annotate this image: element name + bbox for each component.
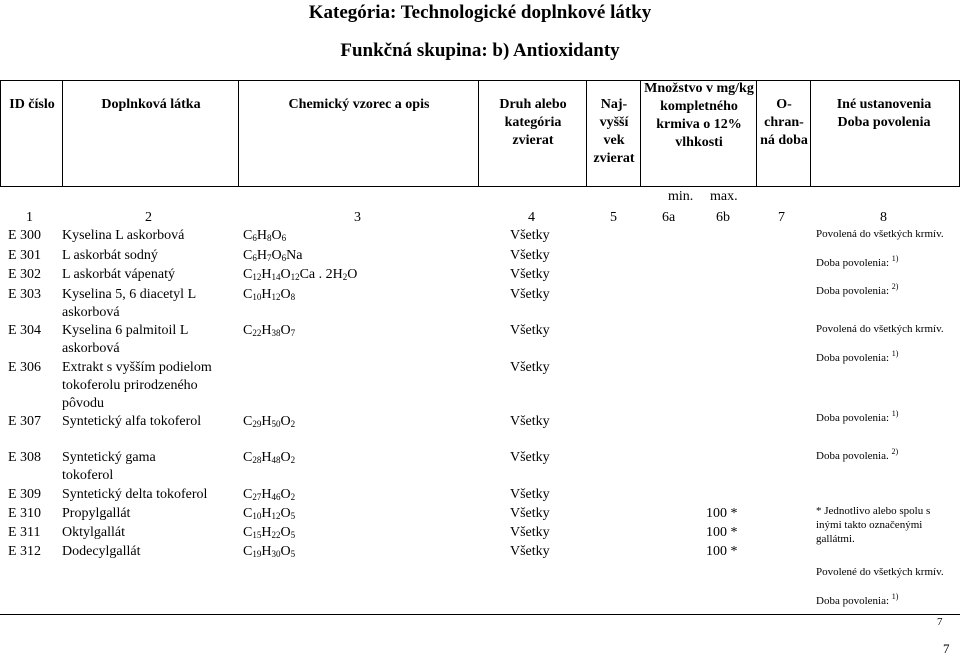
page-number-inner: 7 [937, 616, 943, 628]
row-substance: Extrakt s vyšším podielom tokoferolu prirodzeného pôvodu [62, 360, 212, 411]
table-top-border [0, 80, 960, 81]
row-id: E 301 [8, 248, 42, 263]
row-max-amount: 100 * [706, 544, 738, 559]
row-species: Všetky [510, 450, 550, 465]
col-divider-6 [640, 80, 641, 186]
row-id: E 312 [8, 544, 42, 559]
row-id: E 307 [8, 414, 42, 429]
header-min: min. [668, 189, 694, 204]
row-substance: Syntetický gama tokoferol [62, 450, 156, 483]
row-formula: $C_{19}H_{30}O_5$ [243, 544, 296, 559]
row-substance: Syntetický delta tokoferol [62, 487, 208, 502]
row-formula: $C_6H_8O_6$ [243, 228, 287, 243]
row-formula: $C_6H_7O_6Na$ [243, 248, 303, 263]
page-title: Kategória: Technologické doplnkové látky [308, 2, 652, 23]
note-period: Doba povolenia: $^{2)}$ [816, 282, 899, 297]
row-species: Všetky [510, 287, 550, 302]
row-species: Všetky [510, 414, 550, 429]
col-number-1: 1 [26, 210, 33, 225]
col-divider-5 [586, 80, 587, 186]
row-id: E 303 [8, 287, 42, 302]
row-substance: Propylgallát [62, 506, 131, 521]
row-substance: Dodecylgallát [62, 544, 141, 559]
row-formula: $C_{29}H_{50}O_2$ [243, 414, 296, 429]
header-protection: O-chran-ná doba [760, 97, 808, 148]
row-id: E 306 [8, 360, 42, 375]
row-substance: Syntetický alfa tokoferol [62, 414, 202, 429]
row-substance: Oktylgallát [62, 525, 125, 540]
page-subtitle: Funkčná skupina: b) Antioxidanty [340, 40, 620, 61]
row-formula: $C_{10}H_{12}O_5$ [243, 506, 296, 521]
note-period: Doba povolenia: $^{1)}$ [816, 254, 899, 269]
row-species: Všetky [510, 360, 550, 375]
note-authorized: Povolená do všetkých krmív. [816, 228, 944, 240]
row-id: E 311 [8, 525, 41, 540]
row-species: Všetky [510, 487, 550, 502]
header-max-age: Naj-vyšší vek zvierat [593, 97, 635, 166]
col-number-8: 8 [880, 210, 887, 225]
col-divider-2 [62, 80, 63, 186]
col-number-3: 3 [354, 210, 361, 225]
row-substance: L askorbát vápenatý [62, 267, 175, 282]
col-divider-7 [756, 80, 757, 186]
row-formula: $C_{27}H_{46}O_2$ [243, 487, 296, 502]
row-substance: Kyselina L askorbová [62, 228, 185, 243]
col-number-4: 4 [528, 210, 535, 225]
header-species: Druh alebo kategória zvierat [499, 97, 567, 148]
header-id: ID číslo [9, 97, 55, 112]
col-number-2: 2 [145, 210, 152, 225]
row-max-amount: 100 * [706, 525, 738, 540]
col-number-6a: 6a [662, 210, 676, 225]
row-id: E 300 [8, 228, 42, 243]
row-species: Všetky [510, 506, 550, 521]
row-species: Všetky [510, 248, 550, 263]
row-species: Všetky [510, 323, 550, 338]
header-amount: Množstvo v mg/kg kompletného krmiva o 12% vlhkosti [644, 81, 754, 150]
row-id: E 308 [8, 450, 42, 465]
header-formula: Chemický vzorec a opis [288, 97, 430, 112]
col-divider-8 [810, 80, 811, 186]
row-species: Všetky [510, 544, 550, 559]
note-period: Doba povolenia: $^{1)}$ [816, 592, 899, 607]
row-id: E 302 [8, 267, 42, 282]
col-divider-1 [0, 80, 1, 186]
row-species: Všetky [510, 228, 550, 243]
note-period: Doba povolenia. $^{2)}$ [816, 447, 899, 462]
note-authorized: Povolené do všetkých krmív. [816, 566, 944, 578]
row-substance: L askorbát sodný [62, 248, 158, 263]
note-period: Doba povolenia: $^{1)}$ [816, 349, 899, 364]
row-substance: Kyselina 5, 6 diacetyl L askorbová [62, 287, 196, 320]
row-formula: $C_{15}H_{22}O_5$ [243, 525, 296, 540]
col-number-5: 5 [610, 210, 617, 225]
row-id: E 310 [8, 506, 42, 521]
row-formula: $C_{22}H_{38}O_7$ [243, 323, 296, 338]
col-divider-4 [478, 80, 479, 186]
row-formula: $C_{12}H_{14}O_{12}Ca$ . $2H_2O$ [243, 267, 358, 282]
note-gallates: * Jednotlivo alebo spolu s inými takto označenými gallátmi. [816, 505, 931, 545]
header-substance: Doplnková látka [101, 97, 201, 112]
col-number-6b: 6b [716, 210, 730, 225]
row-formula: $C_{10}H_{12}O_8$ [243, 287, 296, 302]
page-number-outer: 7 [943, 641, 950, 656]
header-max: max. [710, 189, 738, 204]
header-other: Iné ustanovenia Doba povolenia [836, 97, 932, 130]
row-id: E 304 [8, 323, 42, 338]
header-bottom-border [0, 186, 960, 187]
table-bottom-border [0, 614, 960, 615]
note-authorized: Povolená do všetkých krmív. [816, 323, 944, 335]
row-species: Všetky [510, 525, 550, 540]
col-number-7: 7 [778, 210, 785, 225]
row-species: Všetky [510, 267, 550, 282]
row-substance: Kyselina 6 palmitoil L askorbová [62, 323, 188, 356]
row-formula: $C_{28}H_{48}O_2$ [243, 450, 296, 465]
row-max-amount: 100 * [706, 506, 738, 521]
row-id: E 309 [8, 487, 42, 502]
note-period: Doba povolenia: $^{1)}$ [816, 409, 899, 424]
col-divider-3 [238, 80, 239, 186]
